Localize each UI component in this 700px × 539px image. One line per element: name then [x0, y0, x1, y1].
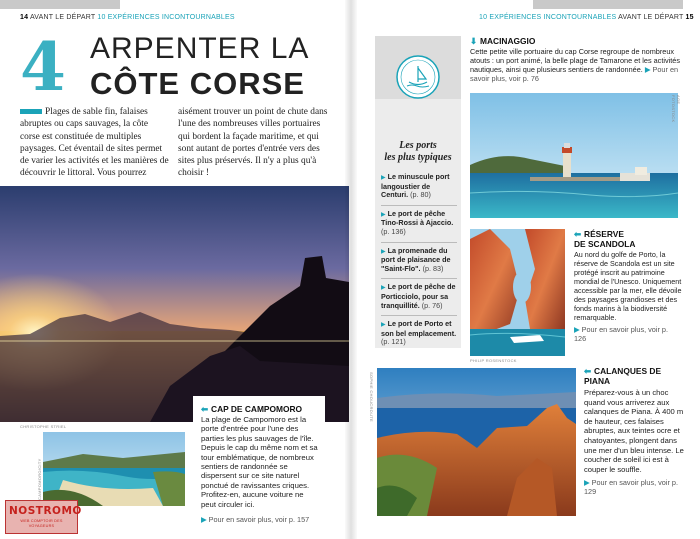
running-head-section: AVANT LE DÉPART — [29, 14, 96, 21]
page-number: 14 — [20, 14, 29, 21]
sunset-photo — [0, 186, 349, 422]
macinaggio-body — [470, 47, 684, 83]
list-item — [381, 316, 457, 352]
running-head-chapter-right: 10 EXPÉRIENCES INCONTOURNABLES — [479, 14, 617, 21]
ports-title-line2: les plus typiques — [384, 152, 452, 163]
arrow-down-icon: ⬇ — [470, 36, 478, 46]
top-bar-right — [533, 0, 683, 9]
scandola-entry — [574, 229, 682, 343]
campomoro-more-text: Pour en savoir plus, voir p. 157 — [208, 515, 310, 525]
left-page — [0, 0, 349, 539]
scandola-photo — [470, 229, 565, 356]
running-head-left — [20, 14, 235, 21]
ports-sidebar — [375, 36, 461, 348]
scandola-body: Au nord du golfe de Porto, la réserve de Scandola est un site protégé inscrit au patrimoine mondial de l'Unesco. Uniquement accessible par la mer, elle dévoile des paysages grandioses et des fonds marins à la biodiversité remarquable. — [574, 250, 682, 322]
piana-more[interactable] — [584, 478, 684, 496]
port-name: Le minuscule port langoustier de Centuri. — [381, 172, 450, 200]
port-ref: (p. 83) — [422, 263, 444, 273]
scandola-more-text: Pour en savoir plus, voir p. 126 — [574, 325, 669, 343]
scandola-heading-line2: DE SCANDOLA — [574, 239, 636, 249]
triangle-right-icon: ▶ — [644, 65, 651, 74]
ports-list — [381, 169, 457, 352]
logo-name: NOSTROMO — [9, 505, 82, 517]
piana-photo — [377, 368, 576, 516]
piana-heading — [584, 366, 684, 386]
top-bar — [0, 0, 120, 9]
ports-title — [375, 140, 461, 164]
port-name: La promenade du port de plaisance de "Saint-Flo". — [381, 245, 451, 273]
title-line2: CÔTE CORSE — [90, 66, 305, 101]
running-head-right — [479, 14, 694, 21]
macinaggio-heading — [470, 36, 684, 46]
arrow-left-icon: ⬅ — [201, 404, 209, 414]
book-spine — [345, 0, 357, 539]
macinaggio-entry — [470, 36, 684, 83]
triangle-right-icon: ▶ — [381, 322, 386, 329]
piana-entry — [584, 366, 684, 496]
scandola-credit: PHILIP ROSENSTOCK — [470, 358, 517, 363]
harbor-badge-icon — [395, 54, 441, 100]
ports-title-line1: Les ports — [399, 140, 437, 151]
list-item — [381, 206, 457, 243]
piana-heading-text: CALANQUES DE PIANA — [584, 366, 662, 386]
scandola-heading-line1: RÉSERVE — [584, 229, 624, 239]
triangle-right-icon: ▶ — [381, 248, 386, 255]
campomoro-photo — [43, 432, 185, 506]
page-number-right: 15 — [685, 14, 694, 21]
list-item — [381, 169, 457, 206]
campomoro-more[interactable] — [201, 515, 318, 524]
piana-more-text: Pour en savoir plus, voir p. 129 — [584, 478, 679, 497]
campomoro-heading — [201, 404, 318, 414]
macinaggio-photo — [470, 93, 678, 218]
campomoro-heading-text: CAP DE CAMPOMORO — [211, 404, 303, 414]
port-name: Le port de Porto et son bel emplacement. — [381, 319, 457, 338]
port-ref: (p. 136) — [381, 226, 406, 236]
port-name: Le port de pêche Tino-Rossi à Ajaccio. — [381, 208, 454, 228]
piana-body: Préparez-vous à un choc quand vous arriverez aux calanques de Piana. À 400 m de hauteur, ces falaises abruptes, aux teintes ocre et chatoyantes, plongent dans une mer d'un bleu intense. Le coucher de soleil ici est à couper le souffle. — [584, 388, 684, 474]
list-item — [381, 279, 457, 316]
title-line1: ARPENTER LA — [90, 32, 310, 65]
running-head-chapter: 10 EXPÉRIENCES INCONTOURNABLES — [97, 14, 235, 21]
intro-col1 — [20, 106, 170, 180]
triangle-right-icon: ▶ — [381, 285, 386, 292]
port-ref: (p. 80) — [410, 190, 431, 200]
scandola-heading — [574, 229, 682, 249]
triangle-right-icon: ▶ — [584, 478, 590, 488]
chapter-number: 4 — [20, 28, 66, 106]
campomoro-box — [193, 396, 325, 524]
intro-col2: aisément trouver un point de chute dans l'une des nombreuses villes portuaires qui bordent la façade maritime, et qui sont autant de portes d'entrée vers des sites plus préservés. Il n'y a plus qu'à choisir ! — [178, 107, 328, 179]
port-name: Le port de pêche de Porticciolo, pour sa tranquillité. — [381, 282, 456, 310]
campomoro-body: La plage de Campomoro est la porte d'entrée pour l'une des parties les plus sauvages de l'île. Depuis le cap du même nom et sa tour emblématique, de nombreux sentiers de randonnée se dispersent sur ce site naturel ponctué de ravissantes criques. Profitez-en, aucune voiture ne peut circuler ici. — [201, 415, 318, 509]
triangle-right-icon: ▶ — [201, 515, 207, 525]
intro-mark — [20, 109, 42, 114]
nostromo-logo — [5, 500, 82, 534]
macinaggio-body-text: Cette petite ville portuaire du cap Corse regroupe de nombreux atouts : un port animé, la belle plage de Tamarone et les activités nautiques, ainsi que plusieurs sentiers de randonnée. — [470, 47, 680, 74]
arrow-left-icon: ⬅ — [584, 366, 592, 376]
arrow-left-icon: ⬅ — [574, 229, 582, 239]
intro-col1-text: Plages de sable fin, falaises abruptes ou caps sauvages, la côte corse est constituée de multiples paysages. Cet éventail de sites permet de varier les activités et les manières de découvrir le littoral. Vous pourrez — [20, 107, 169, 179]
list-item — [381, 243, 457, 280]
piana-credit: SOPHIE CHOUCROUTE — [369, 372, 374, 422]
triangle-right-icon: ▶ — [381, 211, 386, 218]
scandola-more[interactable] — [574, 325, 682, 343]
logo-tagline: WEB COMPTOIR DES VOYAGEURS — [20, 519, 63, 528]
macinaggio-heading-text: MACINAGGIO — [480, 36, 536, 46]
macinaggio-more-text: Pour en savoir plus, voir p. 76 — [470, 65, 679, 83]
running-head-section-right: AVANT LE DÉPART — [618, 14, 684, 21]
macinaggio-credit: AGE FOTOSTOCK — [671, 95, 681, 123]
port-ref: (p. 76) — [421, 300, 443, 310]
triangle-right-icon: ▶ — [574, 325, 580, 334]
triangle-right-icon: ▶ — [381, 175, 386, 181]
campomoro-credit: CAMPOMORO/CITY — [37, 458, 42, 500]
port-ref: (p. 121) — [381, 337, 406, 347]
sunset-credit: CHRISTOPHE STRIEL — [20, 424, 67, 429]
